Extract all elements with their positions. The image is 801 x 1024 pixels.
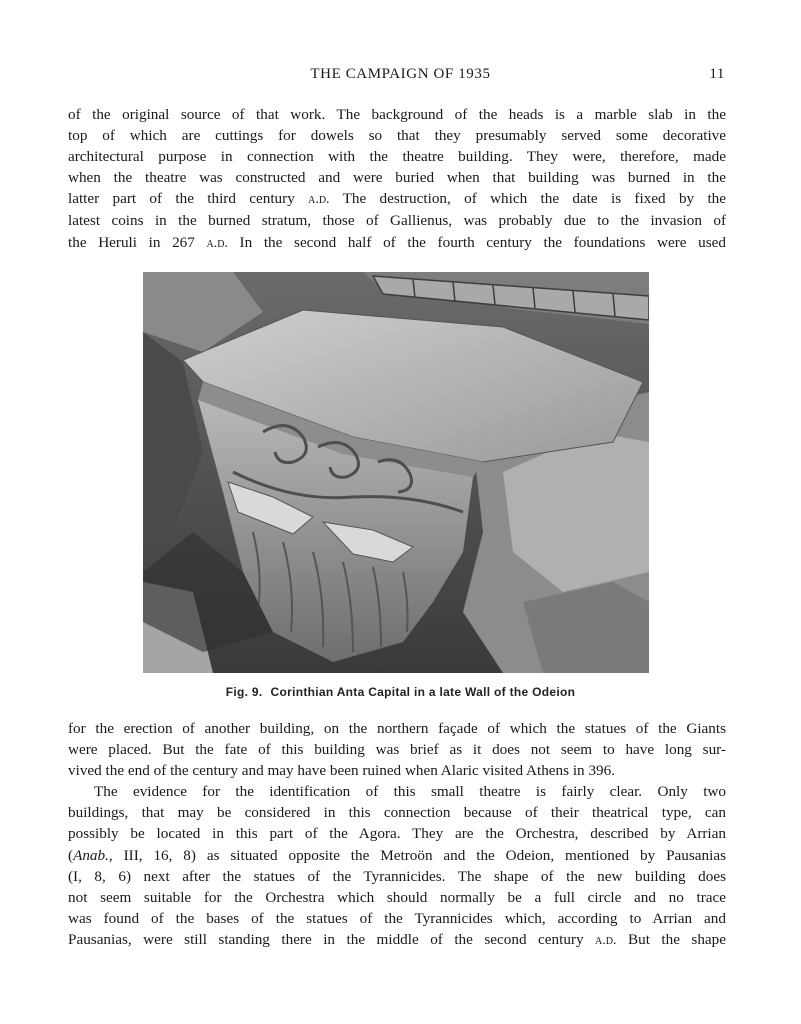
text-line: The evidence for the identification of this small theatre is fairly clear. Only two	[94, 783, 726, 801]
figure-caption	[0, 685, 801, 699]
text-line	[68, 929, 726, 951]
text-line: for the erection of another building, on the northern façade of which the statues of the Giants	[68, 720, 726, 737]
capital-photo-illustration	[143, 272, 649, 673]
figure-label: Fig. 9.	[225, 685, 263, 699]
text-line: was found of the bases of the statues of the Tyrannicides which, according to Arrian and	[68, 909, 726, 927]
text-line: vived the end of the century and may have been ruined when Alaric visited Athens in 396.	[68, 762, 616, 780]
text-line: top of which are cuttings for dowels so that they presumably served some decorative	[68, 127, 726, 145]
page-number: 11	[709, 66, 725, 82]
figure-caption-text: Corinthian Anta Capital in a late Wall of the Odeion	[270, 685, 576, 699]
figure-photograph	[143, 272, 649, 673]
running-head	[0, 66, 801, 86]
text-line: architectural purpose in connection with the theatre building. They were, therefore, made	[68, 148, 726, 166]
text-fragment: The destruction, of which the date is fixed by the	[329, 190, 726, 208]
body-paragraph-bottom	[68, 718, 726, 951]
era-abbrev: a.d.	[308, 192, 330, 208]
text-fragment: But the shape	[616, 930, 727, 948]
text-line: were placed. But the fate of this building was brief as it does not seem to have long sur-	[68, 741, 726, 759]
text-line: (Anab., III, 16, 8) as situated opposite the Metroön and the Odeion, mentioned by Pausanias	[68, 846, 726, 864]
text-fragment: latter part of the third century	[68, 190, 309, 208]
era-abbrev: a.d.	[206, 235, 228, 251]
text-line: buildings, that may be considered in this connection because of their theatrical type, can	[68, 804, 726, 822]
running-head-title: THE CAMPAIGN OF 1935	[310, 66, 491, 82]
text-line: not seem suitable for the Orchestra which should normally be a full circle and no trace	[68, 888, 726, 906]
text-fragment: In the second half of the fourth century the foundations were used	[227, 233, 726, 251]
text-line	[68, 188, 726, 210]
text-fragment: the Heruli in 267	[68, 233, 207, 251]
italic-citation: Anab.	[73, 846, 109, 864]
text-line: when the theatre was constructed and were buried when that building was burned in the	[68, 169, 726, 187]
text-line: of the original source of that work. The background of the heads is a marble slab in the	[68, 106, 726, 123]
era-abbrev: a.d.	[595, 932, 617, 948]
text-fragment: Pausanias, were still standing there in the middle of the second century	[68, 930, 596, 948]
text-line: (I, 8, 6) next after the statues of the Tyrannicides. The shape of the new building does	[68, 867, 726, 885]
body-paragraph-top	[68, 104, 726, 254]
text-line	[68, 232, 726, 254]
text-line: latest coins in the burned stratum, those of Gallienus, was probably due to the invasion of	[68, 212, 726, 230]
text-line: possibly be located in this part of the Agora. They are the Orchestra, described by Arrian	[68, 825, 726, 843]
text-fragment: , III, 16, 8) as situated opposite the Metroön and the Odeion, mentioned by Pausanias	[108, 846, 726, 864]
